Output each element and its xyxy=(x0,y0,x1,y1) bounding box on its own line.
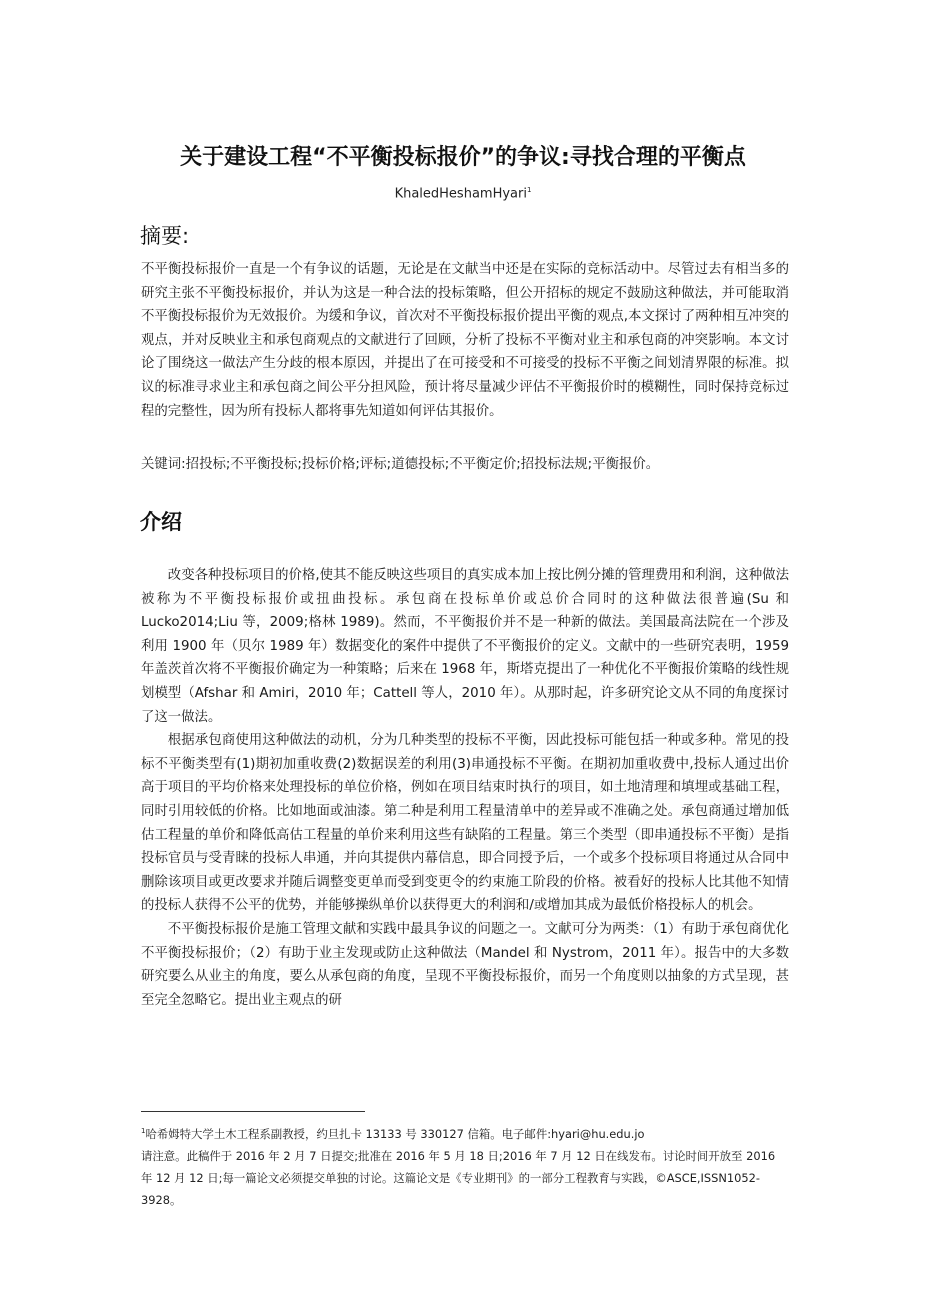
author-name: KhaledHeshamHyari xyxy=(394,186,527,202)
intro-paragraph-1: 改变各种投标项目的价格,使其不能反映这些项目的真实成本加上按比例分摊的管理费用和利润，这种做法被称为不平衡投标报价或扭曲投标。承包商在投标单价或总价合同时的这种做法很普遍(Su 和 Lucko2014;Liu 等，2009;格林 1989)。然而，不平衡报价并不是一种新的做法。美国最高法院在一个涉及利用 1900 年（贝尔 1989 年）数据变化的案件中提供了不平衡报价的定义。文献中的一些研究表明，1959 年盖茨首次将不平衡报价确定为一种策略；后来在 1968 年，斯塔克提出了一种优化不平衡报价策略的线性规划模型（Afshar 和 Amiri，2010 年；Cattell 等人，2010 年）。从那时起，许多研究论文从不同的角度探讨了这一做法。 xyxy=(141,568,789,725)
intro-paragraph-3: 不平衡投标报价是施工管理文献和实践中最具争议的问题之一。文献可分为两类：（1）有助于承包商优化不平衡投标报价；（2）有助于业主发现或防止这种做法（Mandel 和 Nystrom，2011 年）。报告中的大多数研究要么从业主的角度，要么从承包商的角度，呈现不平衡投标报价，而另一个角度则以抽象的方式呈现，甚至完全忽略它。提出业主观点的研 xyxy=(141,921,789,1008)
abstract-text: 不平衡投标报价一直是一个有争议的话题，无论是在文献当中还是在实际的竞标活动中。尽管过去有相当多的研究主张不平衡投标报价，并认为这是一种合法的投标策略，但公开招标的规定不鼓励这种做法，并可能取消不平衡投标报价为无效报价。为缓和争议，首次对不平衡投标报价提出平衡的观点,本文探讨了两种相互冲突的观点，并对反映业主和承包商观点的文献进行了回顾，分析了投标不平衡对业主和承包商的冲突影响。本文讨论了围绕这一做法产生分歧的根本原因，并提出了在可接受和不可接受的投标不平衡之间划清界限的标准。拟议的标准寻求业主和承包商之间公平分担风险，预计将尽量减少评估不平衡报价时的模糊性，同时保持竞标过程的完整性，因为所有投标人都将事先知道如何评估其报价。 xyxy=(141,262,789,419)
paper-title: 关于建设工程“不平衡投标报价”的争议:寻找合理的平衡点 xyxy=(180,145,746,170)
footnote-divider xyxy=(141,1111,365,1112)
abstract-heading: 摘要: xyxy=(140,224,190,248)
footnote xyxy=(141,1120,789,1211)
section-heading-intro: 介绍 xyxy=(140,510,182,534)
author-line xyxy=(0,186,926,201)
intro-paragraph-2: 根据承包商使用这种做法的动机，分为几种类型的投标不平衡，因此投标可能包括一种或多种。常见的投标不平衡类型有(1)期初加重收费(2)数据误差的利用(3)串通投标不平衡。在期初加重收费中,投标人通过出价高于项目的平均价格来处理投标的单位价格，例如在项目结束时执行的项目，如土地清理和填埋或基础工程，同时引用较低的价格。比如地面或油漆。第二种是利用工程量清单中的差异或不准确之处。承包商通过增加低估工程量的单价和降低高估工程量的单价来利用这些有缺陷的工程量。第三个类型（即串通投标不平衡）是指投标官员与受青睐的投标人串通，并向其提供内幕信息，即合同授予后，一个或多个投标项目将通过从合同中删除该项目或更改要求并随后调整变更单而受到变更令的约束施工阶段的价格。被看好的投标人比其他不知情的投标人获得不公平的优势，并能够操纵单价以获得更大的利润和/或增加其成为最低价格投标人的机会。 xyxy=(141,733,789,914)
footnote-mark: 1 xyxy=(141,1127,146,1135)
footnote-affiliation xyxy=(141,1120,789,1145)
footnote-note: 请注意。此稿件于 2016 年 2 月 7 日提交;批准在 2016 年 5 月 18 日;2016 年 7 月 12 日在线发布。讨论时间开放至 2016 年 12 月 12 日;每一篇论文必须提交单独的讨论。这篇论文是《专业期刊》的一部分工程教育与实践，©ASCE,ISSN1052-3928。 xyxy=(141,1148,776,1207)
keywords: 关键词:招投标;不平衡投标;投标价格;评标;道德投标;不平衡定价;招投标法规;平衡报价。 xyxy=(141,457,660,472)
footnote-affiliation-text: 哈希姆特大学土木工程系副教授，约旦扎卡 13133 号 330127 信箱。电子邮件:hyari@hu.edu.jo xyxy=(145,1126,645,1141)
intro-body xyxy=(141,564,789,1012)
author-footnote-mark: 1 xyxy=(526,186,532,194)
